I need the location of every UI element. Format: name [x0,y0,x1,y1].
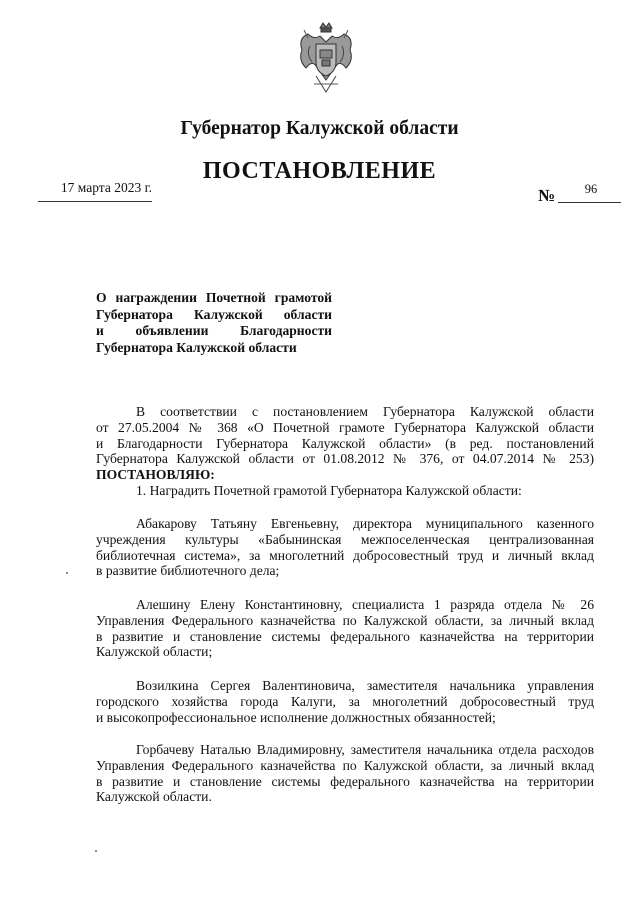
awardee-line: и высокопрофессиональное исполнение должностных обязанностей; [96,709,496,725]
awardee-line: Калужской области; [96,644,213,660]
awardee-line: в развитие и становление системы федерального казначейства на территории [96,773,594,789]
authority-title: Губернатор Калужской области [180,118,459,139]
document-number: 96 [584,182,598,196]
awardee-paragraph [96,678,594,725]
awardee-line: учреждения культуры «Бабынинская межпоселенческая централизованная [96,531,594,547]
number-underline [558,202,621,203]
preamble-line: Губернатора Калужской области от 01.08.2012 № 376, от 04.07.2014 № 253) [96,451,594,467]
awardee-line: Калужской области. [96,789,212,805]
title-line: Губернатора Калужской области [96,306,332,322]
preamble [96,404,594,499]
preamble-line: и Благодарности Губернатора Калужской области» (в ред. постановлений [96,435,594,451]
item-1: 1. Наградить Почетной грамотой Губернатора Калужской области: [136,482,522,498]
title-line: О награждении Почетной грамотой [96,290,332,305]
awardee-line: Возилкина Сергея Валентиновича, заместителя начальника управления [136,678,594,693]
document-date: 17 марта 2023 г. [60,180,152,195]
awardee-line: Абакарову Татьяну Евгеньевну, директора муниципального казенного [136,516,594,531]
awardee-paragraph [96,516,594,579]
awardee-line: библиотечная система», за многолетний добросовестный труд и личный вклад [96,547,594,563]
awardee-paragraph [96,597,594,660]
preamble-line: от 27.05.2004 № 368 «О Почетной грамоте Губернатора Калужской области [96,419,594,435]
scan-speck [95,850,97,852]
awardee-line: в развитие библиотечного дела; [96,563,280,579]
document-type: ПОСТАНОВЛЕНИЕ [202,158,437,184]
date-underline [38,201,152,202]
coat-of-arms-icon [296,20,356,100]
title-line: Губернатора Калужской области [96,339,297,355]
awardee-line: Горбачеву Наталью Владимировну, заместителя начальника отдела расходов [136,742,594,757]
awardee-line: Управления Федерального казначейства по Калужской области, за личный вклад [96,612,594,628]
resolve-heading: ПОСТАНОВЛЯЮ: [96,467,215,483]
scan-speck [66,572,68,574]
preamble-line: В соответствии с постановлением Губернатора Калужской области [136,404,594,419]
awardee-paragraph [96,742,594,805]
awardee-line: городского хозяйства города Калуги, за многолетний добросовестный труд [96,693,594,709]
awardee-line: Алешину Елену Константиновну, специалиста 1 разряда отдела № 26 [136,597,594,612]
title-line: и объявлении Благодарности [96,323,332,339]
awardee-line: Управления Федерального казначейства по Калужской области, за личный вклад [96,757,594,773]
awardee-line: в развитие и становление системы федерального казначейства на территории [96,628,594,644]
number-sign: № [538,186,556,205]
document-title [96,290,332,356]
